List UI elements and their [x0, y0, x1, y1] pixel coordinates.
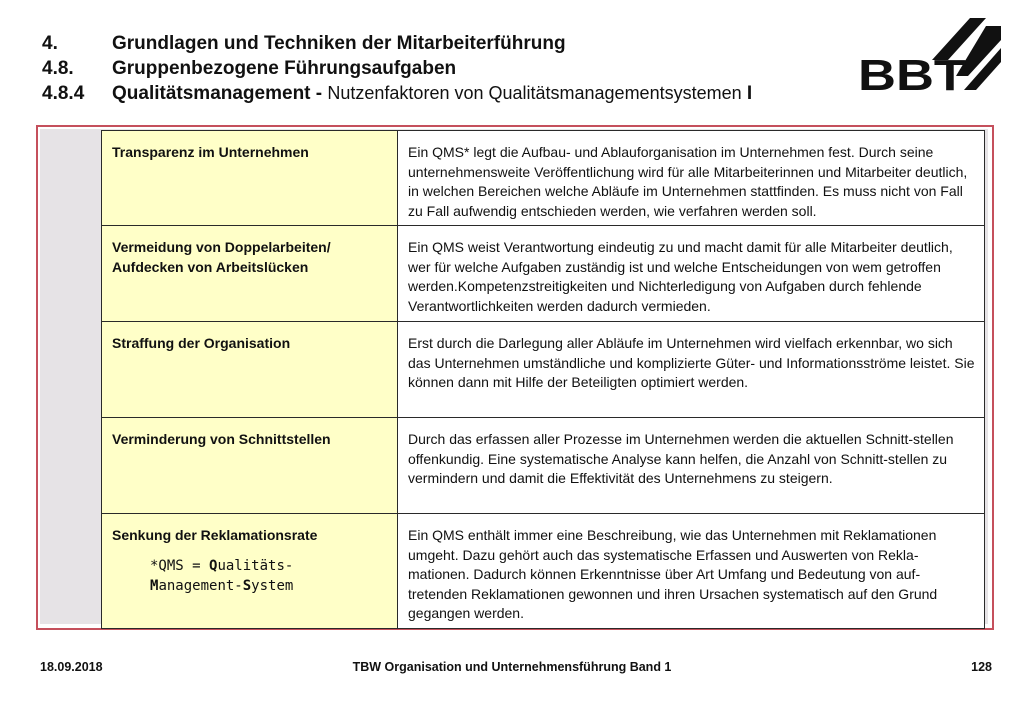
- bbt-logo-text: BBT: [858, 51, 967, 96]
- page-footer: [0, 660, 1024, 680]
- row-text: Ein QMS weist Verantwortung eindeutig zu und macht damit für alle Mitarbeiter deutlich, wer für welche Aufgaben zuständig ist und welche Entscheidungen von wem getroffen werden.Kompetenzstreitigkeiten und Nichterledigung von Aufgaben durch fehlende Verantwortlichkeiten werden dadurch vermieden.: [398, 226, 985, 322]
- bbt-logo: [858, 18, 1003, 96]
- row-text: Durch das erfassen aller Prozesse im Unternehmen werden die aktuellen Schnitt-stellen offenkundig. Eine systematische Analyse kann helfen, die Anzahl von Schnitt-stellen zu vermindern und damit die Effektivität des Unternehmens zu steigern.: [398, 418, 985, 514]
- heading-section-title: Gruppenbezogene Führungsaufgaben: [112, 58, 457, 79]
- footnote-s: S: [242, 577, 252, 594]
- footer-page-number: 128: [971, 660, 992, 674]
- row-text: Ein QMS* legt die Aufbau- und Ablauforganisation im Unternehmen fest. Durch seine unternehmensweite Veröffentlichung wird für alle Mitarbeiterinnen und Mitarbeiter deutlich, in welchen Bereichen welche Abläufe im Unternehmen stattfinden. Es muss nicht von Fall zu Fall aufwendig entschieden werden, wie verfahren werden soll.: [398, 131, 985, 226]
- footnote-q: Q: [209, 557, 218, 574]
- heading-subsection-title: Qualitätsmanagement -: [112, 83, 328, 104]
- row-label: Verminderung von Schnittstellen: [102, 418, 398, 514]
- footnote-q-rest: ualitäts-: [217, 557, 294, 574]
- footnote-m-rest: anagement-: [158, 577, 243, 594]
- row-label: Vermeidung von Doppelarbeiten/ Aufdecken von Arbeitslücken: [102, 226, 398, 322]
- table-row: [102, 418, 985, 514]
- qms-footnote: [150, 556, 389, 596]
- row-label: Straffung der Organisation: [102, 322, 398, 418]
- heading-subsection-number: 4.8.4: [42, 83, 85, 104]
- footnote-s-rest: ystem: [251, 577, 294, 594]
- table-row: [102, 514, 985, 629]
- table-row: [102, 131, 985, 226]
- heading-subsection-suffix: I: [741, 83, 753, 104]
- heading-section: [42, 58, 456, 80]
- footnote-prefix: *QMS =: [150, 557, 210, 574]
- heading-chapter: [42, 33, 566, 55]
- heading-section-number: 4.8.: [42, 58, 74, 79]
- heading-chapter-number: 4.: [42, 33, 58, 54]
- table-row: [102, 226, 985, 322]
- heading-subsection: [42, 82, 752, 105]
- heading-chapter-title: Grundlagen und Techniken der Mitarbeiterführung: [112, 33, 566, 54]
- table-row: [102, 322, 985, 418]
- footer-date: 18.09.2018: [40, 660, 103, 674]
- row-text: Erst durch die Darlegung aller Abläufe im Unternehmen wird vielfach erkennbar, wo sich das Unternehmen umständliche und komplizierte Güter- und Informationsströme leistet. Sie können dann mit Hilfe der Beteiligten optimiert werden.: [398, 322, 985, 418]
- footer-title: TBW Organisation und Unternehmensführung Band 1: [352, 660, 672, 674]
- row-label: Transparenz im Unternehmen: [102, 131, 398, 226]
- row-label: Senkung der Reklamationsrate: [112, 527, 318, 543]
- footnote-m: M: [150, 577, 159, 594]
- heading-subsection-subtitle: Nutzenfaktoren von Qualitätsmanagementsystemen: [327, 83, 742, 103]
- row-text: Ein QMS enthält immer eine Beschreibung, wie das Unternehmen mit Reklamationen umgeht. Dazu gehört auch das systematische Erfassen und Auswerten von Rekla-mationen. Dadurch können Erkenntnisse über Art Umfang und Bedeutung von auf-tretenden Reklamationen gewonnen und ihren Ursachen systematisch auf den Grund gegangen werden.: [398, 514, 985, 629]
- benefits-table: [101, 130, 985, 629]
- row-label-with-footnote: [102, 514, 398, 629]
